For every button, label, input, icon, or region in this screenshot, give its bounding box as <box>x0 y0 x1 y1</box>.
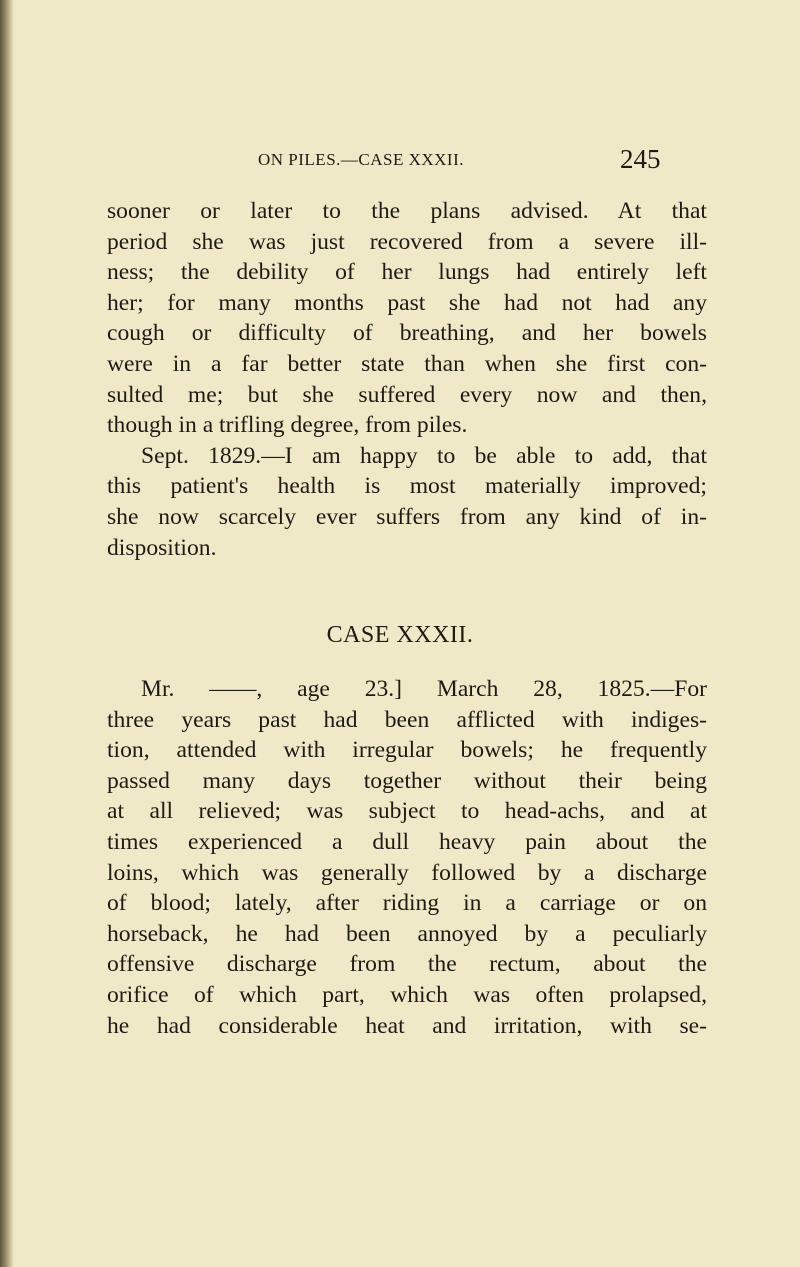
text-line: tion, attended with irregular bowels; he frequently <box>107 737 707 764</box>
text-line: loins, which was generally followed by a discharge <box>107 859 707 886</box>
text-line: cough or difficulty of breathing, and her bowels <box>107 320 707 347</box>
running-title: ON PILES.—CASE XXXII. <box>258 150 464 169</box>
text-line: three years past had been afflicted with indiges- <box>107 706 707 733</box>
text-line: disposition. <box>107 534 217 561</box>
text-line: orifice of which part, which was often prolapsed, <box>107 981 707 1008</box>
text-line: were in a far better state than when she first con- <box>107 350 707 377</box>
text-line: offensive discharge from the rectum, about the <box>107 951 707 978</box>
body-text-top <box>107 196 707 563</box>
text-line: ness; the debility of her lungs had entirely left <box>107 259 707 286</box>
running-header <box>0 144 800 178</box>
text-line: Sept. 1829.—I am happy to be able to add, that <box>141 442 707 469</box>
text-line: horseback, he had been annoyed by a peculiarly <box>107 920 707 947</box>
text-line: she now scarcely ever suffers from any kind of in- <box>107 503 707 530</box>
text-line: at all relieved; was subject to head-achs, and at <box>107 798 707 825</box>
text-line: period she was just recovered from a severe ill- <box>107 228 707 255</box>
text-line: of blood; lately, after riding in a carriage or on <box>107 890 707 917</box>
text-line: Mr. ——, age 23.] March 28, 1825.—For <box>141 676 707 702</box>
body-text-case <box>107 674 707 1041</box>
text-line: sooner or later to the plans advised. At that <box>107 198 707 224</box>
text-line: he had considerable heat and irritation, with se- <box>107 1012 707 1039</box>
case-heading: CASE XXXII. <box>326 622 474 648</box>
text-line: though in a trifling degree, from piles. <box>107 412 468 439</box>
text-line: her; for many months past she had not had any <box>107 289 707 316</box>
text-line: passed many days together without their being <box>107 767 707 794</box>
text-line: times experienced a dull heavy pain about the <box>107 828 707 855</box>
text-line: sulted me; but she suffered every now and then, <box>107 381 707 408</box>
page-number: 245 <box>620 144 661 174</box>
text-line: this patient's health is most materially improved; <box>107 473 707 500</box>
